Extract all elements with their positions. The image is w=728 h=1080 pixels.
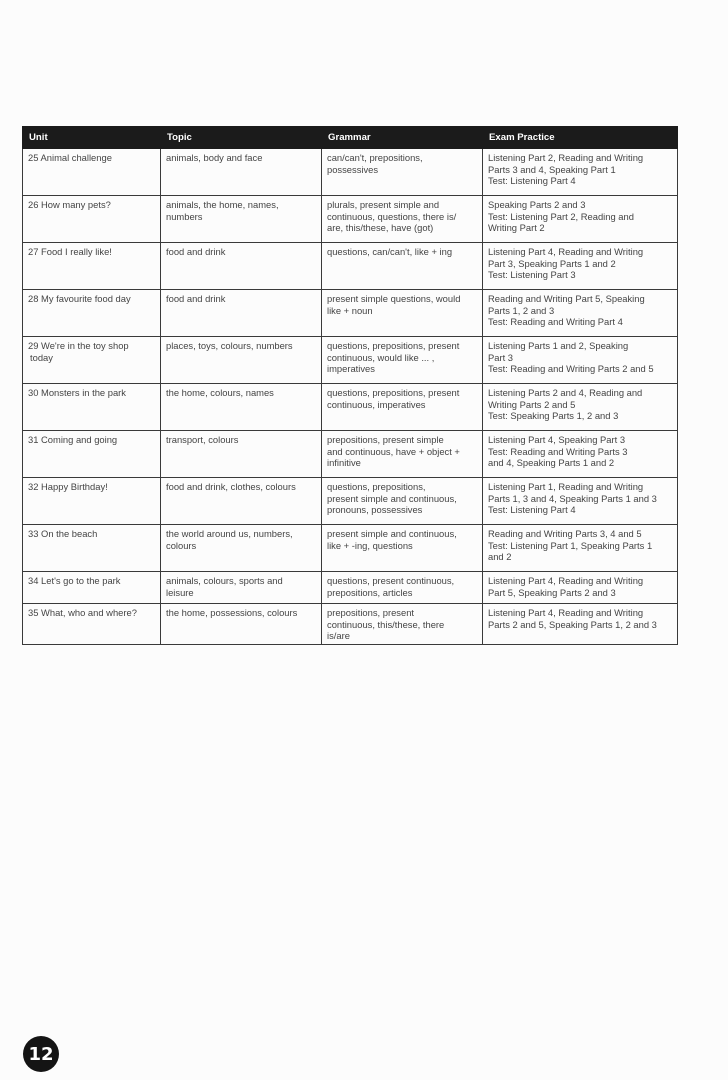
cell-exam bbox=[483, 196, 678, 243]
cell-line: 31 Coming and going bbox=[28, 434, 118, 445]
cell-line: questions, can/can't, like + ing bbox=[327, 246, 453, 257]
cell-line: 29 We're in the toy shop bbox=[28, 340, 129, 351]
cell-line: animals, colours, sports and bbox=[166, 575, 283, 586]
table-row bbox=[23, 384, 678, 431]
cell-line: like + -ing, questions bbox=[327, 539, 413, 551]
cell-line: Listening Parts 1 and 2, Speaking bbox=[488, 340, 629, 351]
table-row bbox=[23, 149, 678, 196]
cell-line: pronouns, possessives bbox=[327, 504, 423, 516]
cell-topic bbox=[161, 525, 322, 572]
cell-line: 35 What, who and where? bbox=[28, 607, 137, 618]
cell-topic bbox=[161, 149, 322, 196]
cell-grammar bbox=[322, 572, 483, 604]
cell-line: the home, colours, names bbox=[166, 387, 274, 398]
cell-line: Test: Listening Part 4 bbox=[488, 504, 576, 516]
cell-topic bbox=[161, 196, 322, 243]
cell-line: infinitive bbox=[327, 457, 361, 469]
cell-line: is/are bbox=[327, 630, 350, 642]
cell-line: the world around us, numbers, bbox=[166, 528, 293, 539]
cell-grammar bbox=[322, 149, 483, 196]
table-row bbox=[23, 604, 678, 645]
cell-line: transport, colours bbox=[166, 434, 239, 445]
cell-line: animals, body and face bbox=[166, 152, 263, 163]
cell-line: Parts 1, 2 and 3 bbox=[488, 304, 555, 316]
cell-grammar bbox=[322, 431, 483, 478]
cell-line: Test: Reading and Writing Parts 2 and 5 bbox=[488, 363, 654, 375]
cell-line: continuous, imperatives bbox=[327, 398, 426, 410]
cell-line: Parts 1, 3 and 4, Speaking Parts 1 and 3 bbox=[488, 492, 657, 504]
table-row bbox=[23, 431, 678, 478]
cell-topic bbox=[161, 384, 322, 431]
cell-exam bbox=[483, 243, 678, 290]
header-exam-practice: Exam Practice bbox=[483, 127, 678, 149]
cell-unit bbox=[23, 572, 161, 604]
cell-unit bbox=[23, 243, 161, 290]
cell-exam bbox=[483, 149, 678, 196]
cell-line: Speaking Parts 2 and 3 bbox=[488, 199, 586, 210]
cell-line: Test: Listening Part 1, Speaking Parts 1 bbox=[488, 539, 653, 551]
cell-grammar bbox=[322, 196, 483, 243]
cell-line: possessives bbox=[327, 163, 379, 175]
cell-line: Parts 2 and 5, Speaking Parts 1, 2 and 3 bbox=[488, 618, 657, 630]
cell-line: present simple questions, would bbox=[327, 293, 461, 304]
cell-exam bbox=[483, 572, 678, 604]
cell-line: 26 How many pets? bbox=[28, 199, 111, 210]
cell-line: 30 Monsters in the park bbox=[28, 387, 126, 398]
table-row bbox=[23, 478, 678, 525]
cell-line: animals, the home, names, bbox=[166, 199, 279, 210]
cell-line: Writing Part 2 bbox=[488, 222, 545, 234]
cell-line: Test: Listening Part 4 bbox=[488, 175, 576, 187]
header-topic: Topic bbox=[161, 127, 322, 149]
cell-line: Listening Part 4, Reading and Writing bbox=[488, 246, 644, 257]
cell-unit bbox=[23, 290, 161, 337]
cell-line: continuous, this/these, there bbox=[327, 618, 445, 630]
cell-line: prepositions, present simple bbox=[327, 434, 444, 445]
cell-exam bbox=[483, 604, 678, 645]
cell-unit bbox=[23, 384, 161, 431]
cell-line: Parts 3 and 4, Speaking Part 1 bbox=[488, 163, 616, 175]
cell-line: Listening Part 4, Reading and Writing bbox=[488, 575, 644, 586]
cell-exam bbox=[483, 431, 678, 478]
cell-exam bbox=[483, 337, 678, 384]
cell-line: leisure bbox=[166, 586, 194, 598]
cell-line: 28 My favourite food day bbox=[28, 293, 131, 304]
cell-line: Listening Parts 2 and 4, Reading and bbox=[488, 387, 643, 398]
cell-grammar bbox=[322, 478, 483, 525]
cell-unit bbox=[23, 196, 161, 243]
cell-line: imperatives bbox=[327, 363, 375, 375]
cell-line: prepositions, articles bbox=[327, 586, 413, 598]
cell-line: can/can't, prepositions, bbox=[327, 152, 423, 163]
table-row bbox=[23, 337, 678, 384]
cell-line: Listening Part 2, Reading and Writing bbox=[488, 152, 644, 163]
cell-line: and continuous, have + object + bbox=[327, 445, 460, 457]
cell-exam bbox=[483, 384, 678, 431]
cell-topic bbox=[161, 572, 322, 604]
cell-line: food and drink, clothes, colours bbox=[166, 481, 296, 492]
cell-line: plurals, present simple and bbox=[327, 199, 440, 210]
cell-grammar bbox=[322, 525, 483, 572]
syllabus-table bbox=[22, 126, 678, 645]
cell-line: Listening Part 1, Reading and Writing bbox=[488, 481, 644, 492]
cell-unit bbox=[23, 478, 161, 525]
cell-line: Reading and Writing Part 5, Speaking bbox=[488, 293, 645, 304]
cell-line: questions, prepositions, present bbox=[327, 340, 460, 351]
cell-line: Listening Part 4, Reading and Writing bbox=[488, 607, 644, 618]
cell-line: Part 3, Speaking Parts 1 and 2 bbox=[488, 257, 616, 269]
cell-line: Listening Part 4, Speaking Part 3 bbox=[488, 434, 626, 445]
table-header-row bbox=[23, 127, 678, 149]
cell-topic bbox=[161, 243, 322, 290]
cell-line: Test: Speaking Parts 1, 2 and 3 bbox=[488, 410, 619, 422]
table-row bbox=[23, 196, 678, 243]
cell-topic bbox=[161, 290, 322, 337]
cell-line: like + noun bbox=[327, 304, 373, 316]
cell-unit bbox=[23, 431, 161, 478]
cell-topic bbox=[161, 431, 322, 478]
cell-line: continuous, would like ... , bbox=[327, 351, 435, 363]
cell-line: colours bbox=[166, 539, 197, 551]
cell-exam bbox=[483, 290, 678, 337]
cell-line: Part 3 bbox=[488, 351, 514, 363]
header-grammar: Grammar bbox=[322, 127, 483, 149]
cell-line: 33 On the beach bbox=[28, 528, 98, 539]
cell-grammar bbox=[322, 290, 483, 337]
cell-line: and 4, Speaking Parts 1 and 2 bbox=[488, 457, 615, 469]
table-row bbox=[23, 572, 678, 604]
cell-line: and 2 bbox=[488, 551, 512, 563]
cell-line: Part 5, Speaking Parts 2 and 3 bbox=[488, 586, 616, 598]
cell-line: questions, prepositions, bbox=[327, 481, 426, 492]
cell-topic bbox=[161, 604, 322, 645]
cell-line: questions, present continuous, bbox=[327, 575, 455, 586]
table-row bbox=[23, 243, 678, 290]
cell-line: present simple and continuous, bbox=[327, 528, 457, 539]
page-number-badge: 12 bbox=[23, 1036, 59, 1072]
cell-line: Test: Reading and Writing Part 4 bbox=[488, 316, 623, 328]
table-row bbox=[23, 290, 678, 337]
cell-grammar bbox=[322, 337, 483, 384]
cell-line: Writing Parts 2 and 5 bbox=[488, 398, 576, 410]
cell-line: continuous, questions, there is/ bbox=[327, 210, 457, 222]
cell-line: Reading and Writing Parts 3, 4 and 5 bbox=[488, 528, 642, 539]
header-unit: Unit bbox=[23, 127, 161, 149]
cell-line: Test: Listening Part 3 bbox=[488, 269, 576, 281]
cell-grammar bbox=[322, 604, 483, 645]
cell-line: places, toys, colours, numbers bbox=[166, 340, 293, 351]
cell-line: the home, possessions, colours bbox=[166, 607, 298, 618]
cell-unit bbox=[23, 604, 161, 645]
cell-line: present simple and continuous, bbox=[327, 492, 457, 504]
cell-line: food and drink bbox=[166, 246, 226, 257]
cell-line: 32 Happy Birthday! bbox=[28, 481, 108, 492]
cell-line: prepositions, present bbox=[327, 607, 415, 618]
cell-grammar bbox=[322, 384, 483, 431]
cell-grammar bbox=[322, 243, 483, 290]
cell-exam bbox=[483, 478, 678, 525]
cell-line: questions, prepositions, present bbox=[327, 387, 460, 398]
cell-line: numbers bbox=[166, 210, 203, 222]
cell-topic bbox=[161, 337, 322, 384]
cell-line: Test: Reading and Writing Parts 3 bbox=[488, 445, 628, 457]
cell-line: 27 Food I really like! bbox=[28, 246, 112, 257]
cell-unit bbox=[23, 149, 161, 196]
cell-topic bbox=[161, 478, 322, 525]
table-row bbox=[23, 525, 678, 572]
cell-line: 25 Animal challenge bbox=[28, 152, 112, 163]
cell-line: are, this/these, have (got) bbox=[327, 222, 434, 234]
cell-line: 34 Let's go to the park bbox=[28, 575, 121, 586]
cell-unit bbox=[23, 337, 161, 384]
cell-unit bbox=[23, 525, 161, 572]
cell-line: food and drink bbox=[166, 293, 226, 304]
cell-line: today bbox=[30, 351, 53, 363]
cell-line: Test: Listening Part 2, Reading and bbox=[488, 210, 634, 222]
table-body bbox=[23, 149, 678, 645]
cell-exam bbox=[483, 525, 678, 572]
